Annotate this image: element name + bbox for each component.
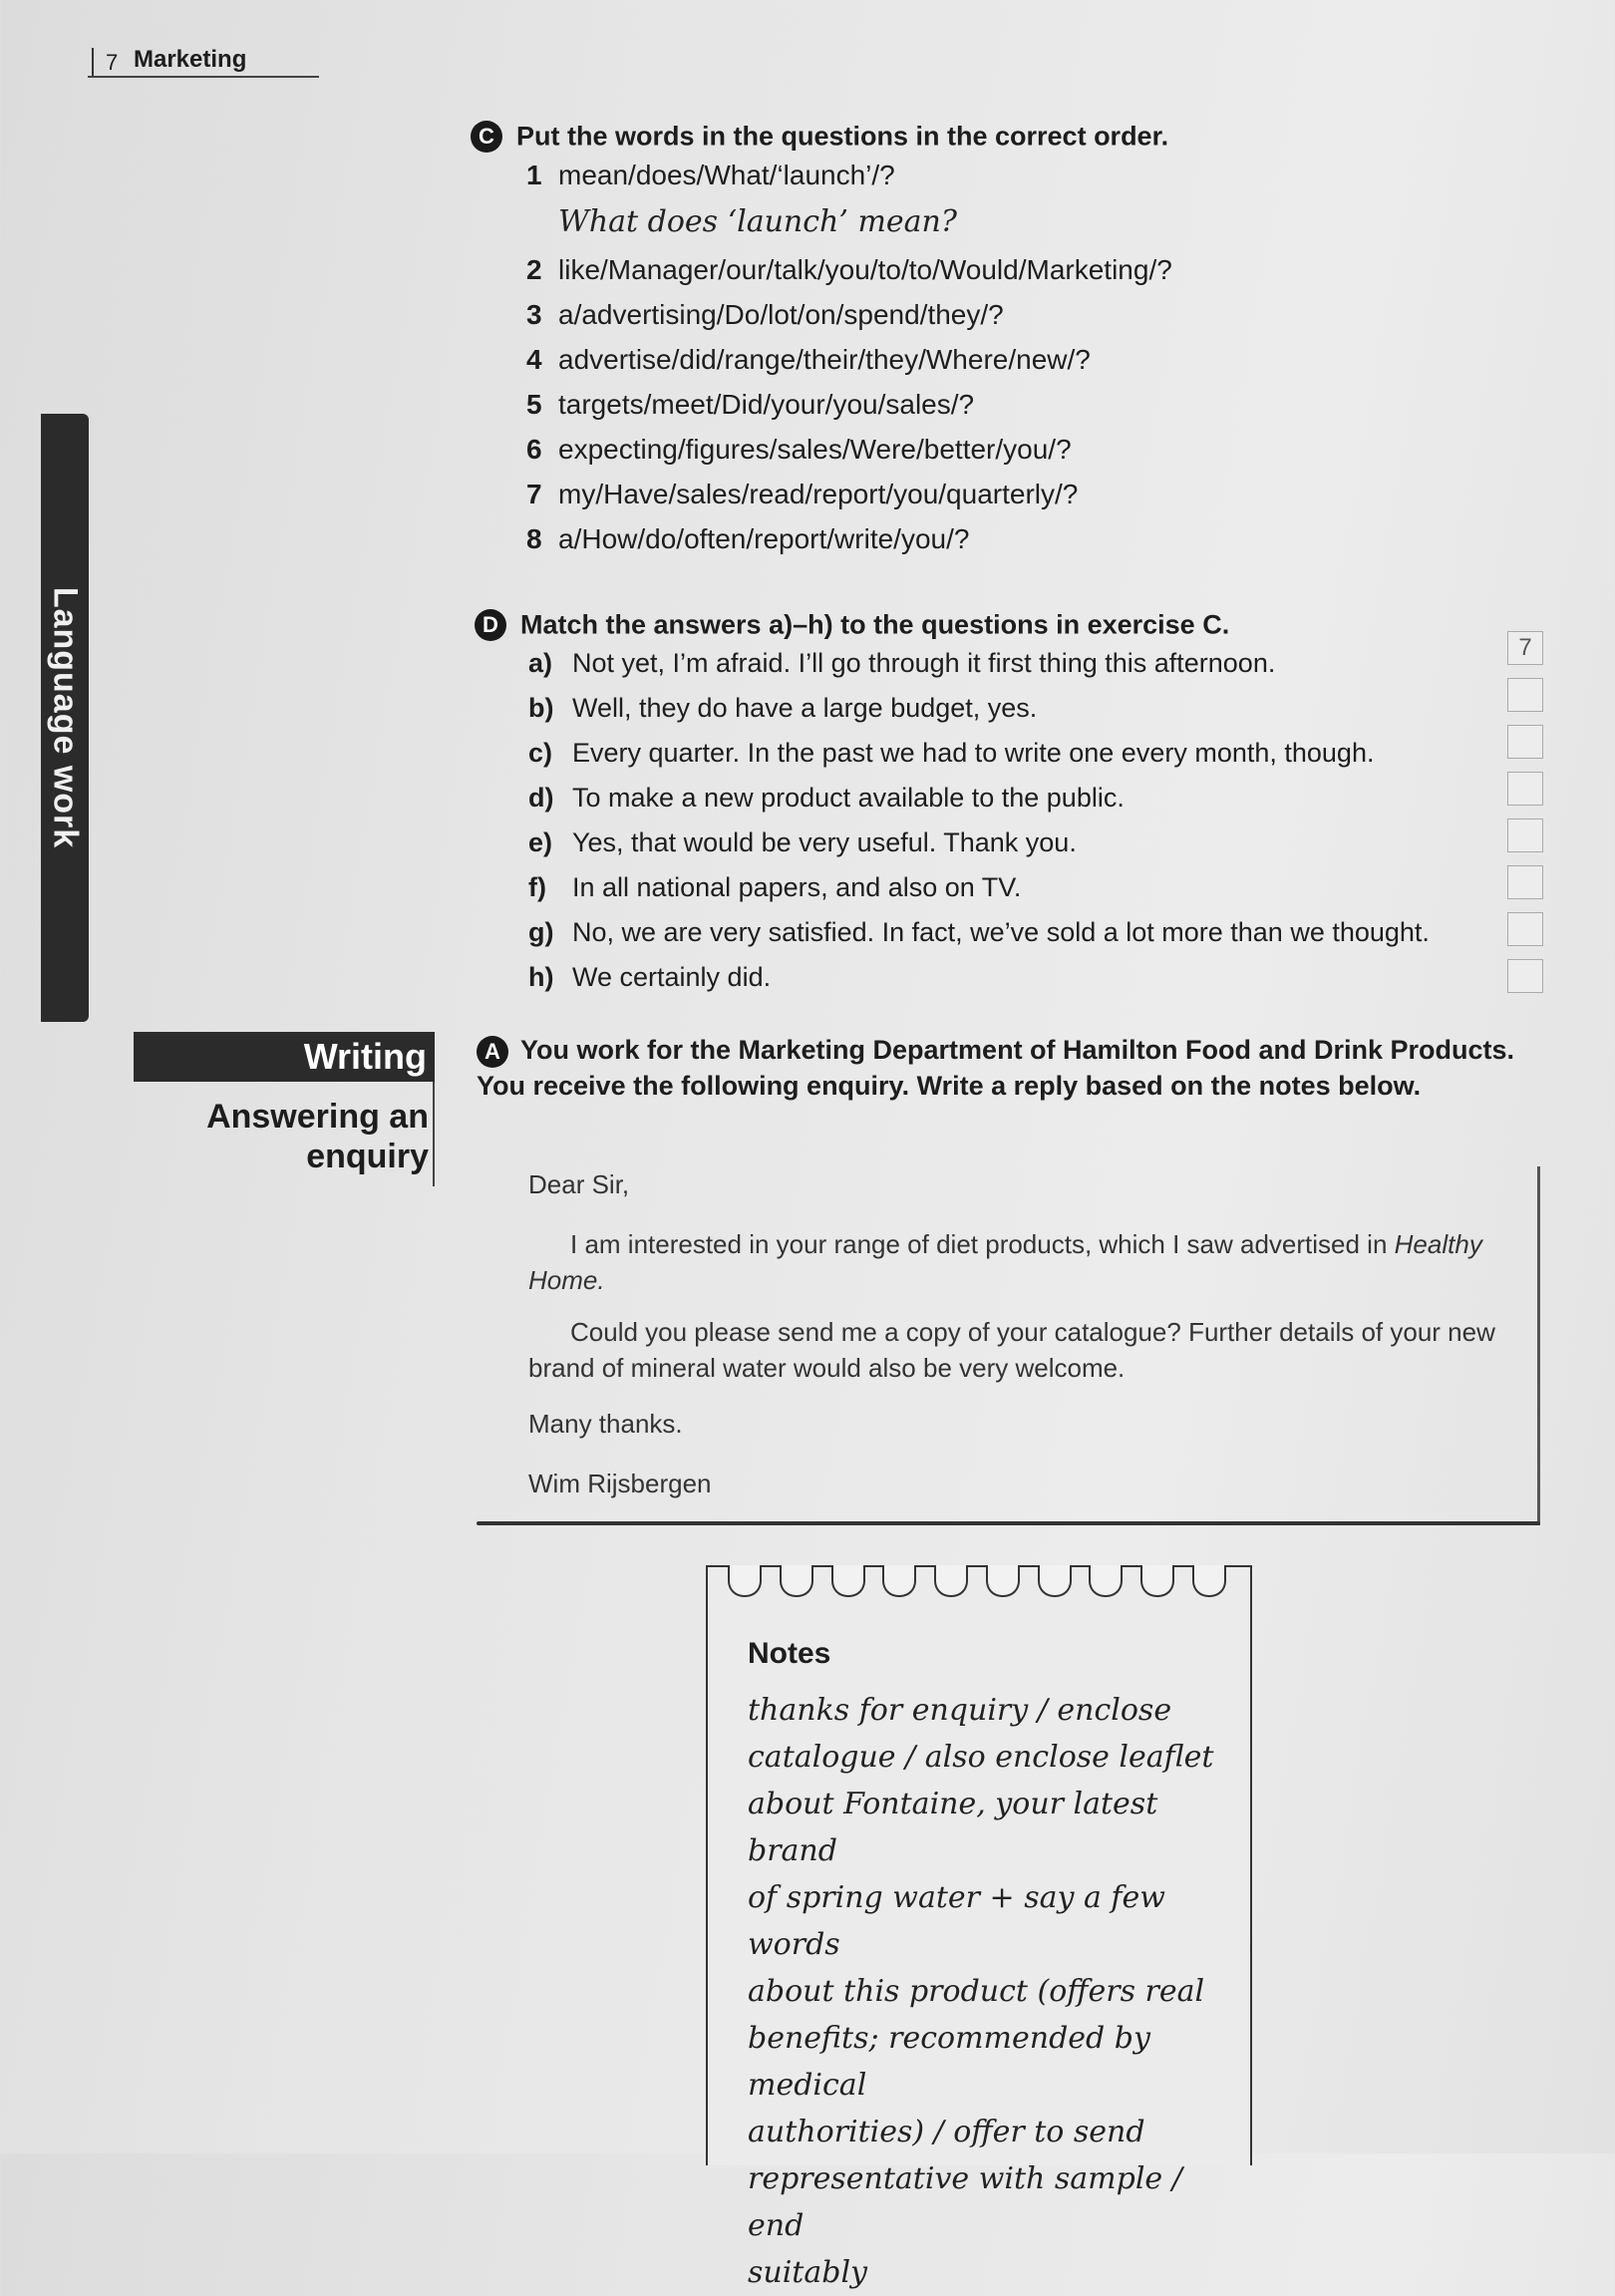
notes-line: suitably: [748, 2255, 867, 2290]
letter-paragraph: [528, 1226, 1535, 1298]
writing-tab: Writing: [134, 1032, 435, 1082]
answer-box[interactable]: [1507, 865, 1543, 899]
answer-letter: d): [528, 783, 554, 813]
list-item: [528, 827, 1555, 872]
item-text: mean/does/What/‘launch’/?: [558, 160, 895, 190]
notepad-spiral: [728, 1565, 1226, 1605]
item-text: expecting/figures/sales/Were/better/you/?: [558, 434, 1072, 465]
answer-text: Every quarter. In the past we had to write one every month, though.: [572, 738, 1375, 768]
answer-letter: a): [528, 648, 553, 678]
spiral-ring: [1192, 1565, 1226, 1597]
letter-border-right: [1537, 1166, 1540, 1525]
spiral-ring: [986, 1565, 1020, 1597]
writing-subtitle-line2: enquiry: [306, 1138, 429, 1175]
item-number: 3: [526, 299, 542, 330]
answer-box[interactable]: [1507, 725, 1543, 759]
list-item: [526, 479, 1324, 523]
writing-badge: A: [477, 1036, 508, 1068]
exercise-c-list: [526, 160, 1324, 568]
spiral-ring: [780, 1565, 813, 1597]
spiral-ring: [1089, 1565, 1123, 1597]
writing-instruction: You work for the Marketing Department of Hamilton Food and Drink Products. You receive the following enquiry. Write a reply based on the notes below.: [477, 1035, 1515, 1101]
answer-text: Yes, that would be very useful. Thank you.: [572, 827, 1077, 857]
exercise-d-heading: [475, 608, 1229, 641]
answer-box[interactable]: [1507, 772, 1543, 806]
notes-line: authorities) / offer to send: [748, 2115, 1145, 2149]
unit-title: Marketing: [134, 46, 247, 73]
item-number: 1: [526, 160, 542, 190]
notes-line: thanks for enquiry / enclose: [748, 1693, 1172, 1728]
exercise-d-instruction: Match the answers a)–h) to the questions in exercise C.: [520, 609, 1230, 640]
list-item: [526, 344, 1324, 389]
notes-line: benefits; recommended by medical: [748, 2021, 1150, 2103]
answer-text: We certainly did.: [572, 962, 772, 992]
notes-title: Notes: [748, 1637, 831, 1670]
item-number: 2: [526, 254, 542, 285]
list-item: [528, 962, 1555, 1007]
writing-task-heading: [477, 1032, 1553, 1104]
letter-border-bottom: [477, 1521, 1540, 1525]
writing-subtitle: [140, 1097, 429, 1176]
answer-text: To make a new product available to the public.: [572, 783, 1125, 813]
notes-line: representative with sample / end: [748, 2161, 1182, 2243]
spiral-ring: [831, 1565, 865, 1597]
writing-subtitle-line1: Answering an: [206, 1098, 429, 1136]
answer-text: Well, they do have a large budget, yes.: [572, 693, 1038, 723]
notes-line: about this product (offers real: [748, 1974, 1205, 2009]
side-tab: [41, 414, 89, 1022]
enquiry-letter: [528, 1166, 1535, 1501]
magazine-title: Healthy Home.: [528, 1229, 1482, 1295]
item-text: a/How/do/often/report/write/you/?: [558, 523, 970, 554]
item-text: like/Manager/our/talk/you/to/to/Would/Marketing/?: [558, 254, 1172, 285]
answer-box[interactable]: [1507, 819, 1543, 852]
page-header: [88, 44, 319, 78]
writing-divider: [433, 1082, 435, 1186]
list-item: [526, 523, 1324, 568]
header-divider: [92, 48, 94, 76]
exercise-c-badge: C: [471, 121, 502, 153]
notes-line: of spring water + say a few words: [748, 1880, 1165, 1962]
list-item: [526, 434, 1324, 479]
item-text: my/Have/sales/read/report/you/quarterly/?: [558, 479, 1079, 509]
answer-letter: g): [528, 917, 554, 947]
answer-letter: b): [528, 693, 554, 723]
exercise-d-badge: D: [475, 609, 506, 641]
letter-paragraph: Could you please send me a copy of your catalogue? Further details of your new brand of mineral water would also be very welcome.: [528, 1317, 1495, 1383]
answer-letter: e): [528, 827, 553, 857]
list-item: [528, 648, 1555, 693]
list-item: [526, 299, 1324, 344]
item-number: 5: [526, 389, 542, 420]
list-item: [528, 693, 1555, 738]
item-number: 8: [526, 523, 542, 554]
notes-pad: [706, 1565, 1252, 2290]
example-answer: What does ‘launch’ mean?: [558, 204, 957, 239]
letter-greeting: Dear Sir,: [528, 1169, 630, 1199]
answer-box[interactable]: [1507, 678, 1543, 712]
answer-box[interactable]: [1507, 959, 1543, 993]
answer-boxes: [1507, 631, 1547, 1006]
answer-text: Not yet, I’m afraid. I’ll go through it first thing this afternoon.: [572, 648, 1276, 678]
exercise-c-instruction: Put the words in the questions in the correct order.: [516, 121, 1169, 152]
answer-letter: f): [528, 872, 546, 902]
spiral-ring: [728, 1565, 762, 1597]
list-item: [528, 783, 1555, 827]
spiral-ring: [934, 1565, 968, 1597]
answer-letter: h): [528, 962, 554, 992]
list-item: [528, 872, 1555, 917]
item-number: 4: [526, 344, 542, 375]
list-item: [526, 160, 1324, 204]
unit-number: 7: [106, 50, 119, 75]
letter-signature: Wim Rijsbergen: [528, 1469, 712, 1498]
notes-line: catalogue / also enclose leaflet: [748, 1740, 1214, 1775]
list-item: [528, 738, 1555, 783]
notes-body: [748, 1687, 1216, 2296]
side-tab-label: Language work: [46, 586, 85, 849]
item-text: advertise/did/range/their/they/Where/new/?: [558, 344, 1091, 375]
list-item: [526, 389, 1324, 434]
letter-closing: Many thanks.: [528, 1409, 683, 1439]
letter-para1-text: I am interested in your range of diet products, which I saw advertised in: [570, 1229, 1395, 1259]
answer-text: In all national papers, and also on TV.: [572, 872, 1022, 902]
item-text: targets/meet/Did/your/you/sales/?: [558, 389, 975, 420]
answer-box[interactable]: [1507, 912, 1543, 946]
spiral-ring: [882, 1565, 916, 1597]
spiral-ring: [1140, 1565, 1174, 1597]
item-text: a/advertising/Do/lot/on/spend/they/?: [558, 299, 1004, 330]
answer-letter: c): [528, 738, 553, 768]
item-number: 6: [526, 434, 542, 465]
exercise-d-list: [528, 648, 1555, 1007]
notes-line: about Fontaine, your latest brand: [748, 1787, 1158, 1868]
list-item: [528, 917, 1555, 962]
answer-box[interactable]: 7: [1507, 631, 1543, 665]
list-item: [526, 254, 1324, 299]
answer-text: No, we are very satisfied. In fact, we’ve sold a lot more than we thought.: [572, 917, 1430, 947]
spiral-ring: [1038, 1565, 1072, 1597]
item-number: 7: [526, 479, 542, 509]
exercise-c-heading: [471, 120, 1168, 153]
